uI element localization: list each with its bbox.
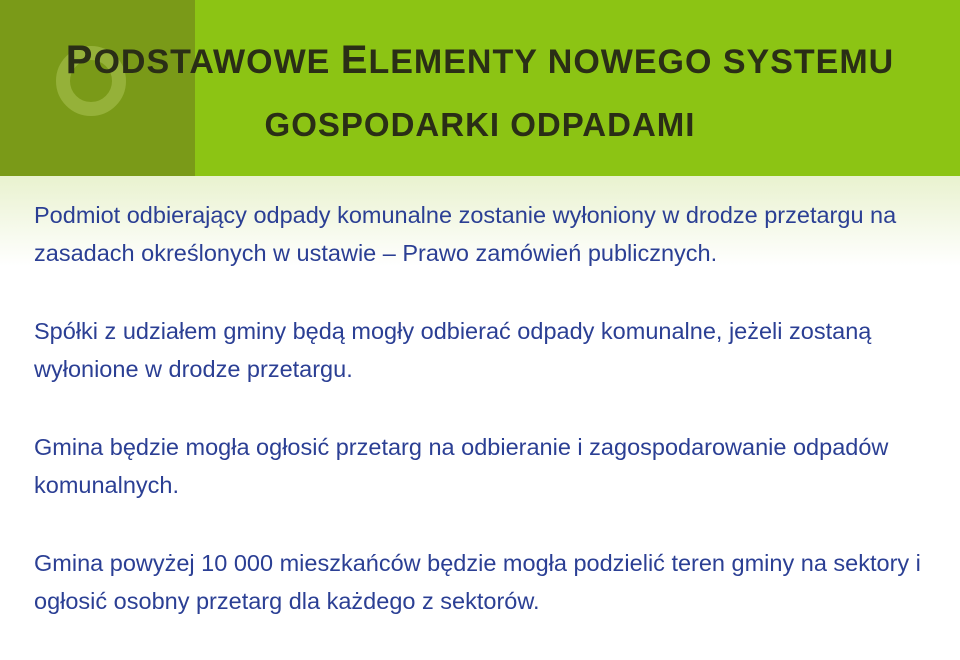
slide-title-line2: GOSPODARKI ODPADAMI xyxy=(264,106,696,143)
slide-title xyxy=(0,0,960,176)
title-word-2: LEMENTY NOWEGO SYSTEMU xyxy=(368,43,895,81)
paragraph-4: Gmina powyżej 10 000 mieszkańców będzie mogła podzielić teren gminy na sektory i ogłosić osobny przetarg dla każdego z sektorów. xyxy=(34,550,921,614)
slide-title-line1 xyxy=(0,38,960,83)
title-initial-p: P xyxy=(65,38,94,82)
paragraph-1: Podmiot odbierający odpady komunalne zostanie wyłoniony w drodze przetargu na zasadach określonych w ustawie – Prawo zamówień publicznych. xyxy=(34,202,897,266)
paragraph-2: Spółki z udziałem gminy będą mogły odbierać odpady komunalne, jeżeli zostaną wyłonione w drodze przetargu. xyxy=(34,318,872,382)
slide-body xyxy=(34,196,944,660)
title-word-1: ODSTAWOWE xyxy=(93,43,341,81)
title-initial-e: E xyxy=(340,38,369,82)
paragraph-3: Gmina będzie mogła ogłosić przetarg na odbieranie i zagospodarowanie odpadów komunalnych. xyxy=(34,434,889,498)
